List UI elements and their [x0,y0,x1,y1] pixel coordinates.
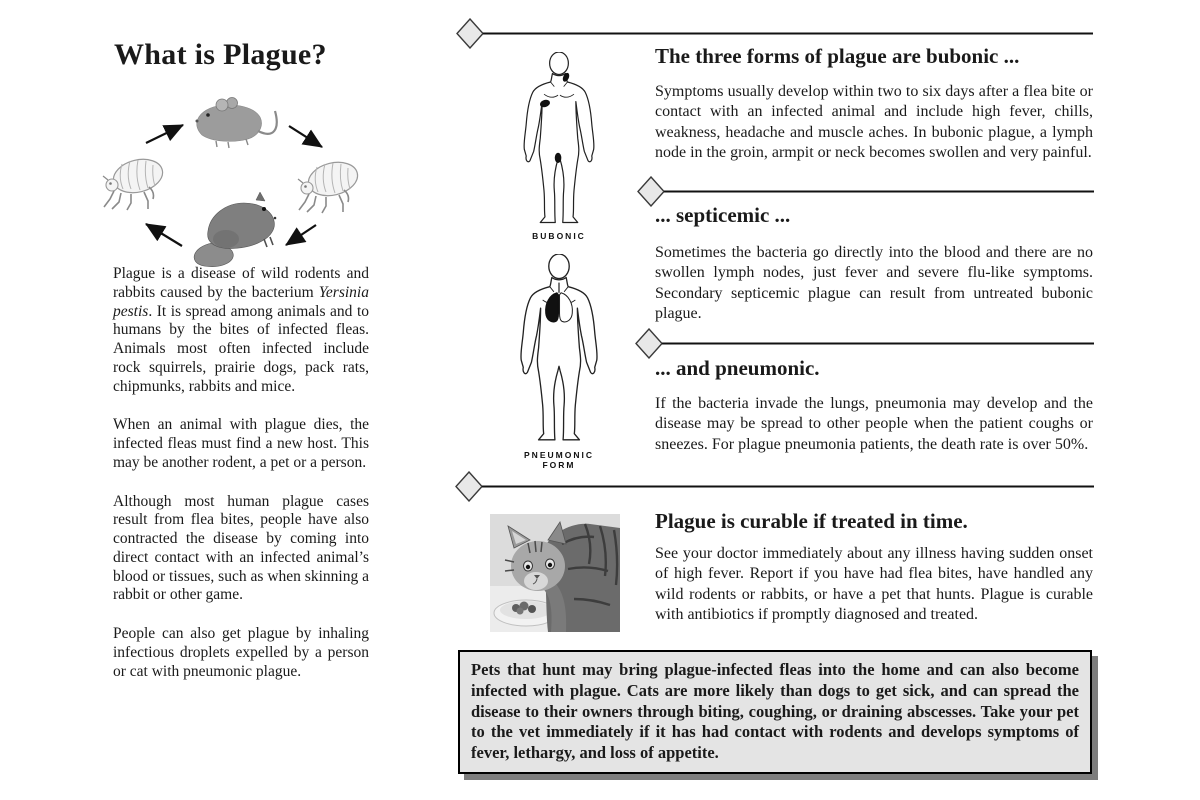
section-divider-4 [454,471,1095,502]
section-divider-3 [634,328,1095,359]
arrow-icon-squirrel-to-flea [146,224,182,246]
human-figure-pneumonic [512,254,606,448]
flea-icon-right [298,157,360,213]
section-heading-bubonic: The three forms of plague are bubonic ... [655,44,1020,68]
human-figure-bubonic [516,52,602,230]
bubonic-figure-label: BUBONIC [532,231,586,241]
section-heading-septicemic: ... septicemic ... [655,203,791,227]
mouse-icon [196,98,277,149]
arrow-icon-flea-to-mouse [146,125,183,143]
pneumonic-label-line2: FORM [542,460,576,471]
intro-paragraph-3: Although most human plague cases result from flea bites, people have also contracted the disease by coming into direct contact with an infected animal’s blood or tissues, such as when skinning a rabbit or other game. [113,492,369,604]
arrow-icon-mouse-to-flea [289,126,322,147]
pets-warning-callout: Pets that hunt may bring plague-infected fleas into the home and can also become infected with plague. Cats are more likely than dogs to get sick, and can spread the disease to their owners through biting, coughing, or draining abscesses. Take your pet to the vet immediately if it has had contact with rodents and develops symptoms of fever, lethargy, and loss of appetite. [458,650,1092,774]
cat-photo [490,514,620,632]
section-body-pneumonic: If the bacteria invade the lungs, pneumonia may develop and the disease may be spread to other people when the patient coughs or sneezes. For plague pneumonia patients, the death rate is over 50%. [655,395,1093,453]
intro-paragraph-4: People can also get plague by inhaling infectious droplets expelled by a person or cat with pneumonic plague. [113,625,369,680]
page-title: What is Plague? [114,38,327,71]
yersinia-pestis-italic: Yersinia pestis [113,283,369,320]
section-body-septicemic: Sometimes the bacteria go directly into the blood and there are no swollen lymph nodes, just fever and severe flu-like symptoms. Secondary septicemic plague can result from untreated bubonic plague. [655,244,1093,323]
diamond-icon [456,472,482,501]
pneumonic-figure-label [510,450,608,470]
intro-paragraph-1-text: Plague is a disease of wild rodents and rabbits caused by the bacterium [113,265,369,301]
section-heading-curable: Plague is curable if treated in time. [655,509,968,533]
diamond-icon [457,19,483,48]
pneumonic-label-line1: PNEUMONIC [524,450,594,460]
diamond-icon [638,177,664,206]
intro-paragraphs [113,265,369,701]
arrow-icon-flea-to-squirrel [286,225,316,245]
squirrel-icon [194,192,276,267]
section-body-bubonic: Symptoms usually develop within two to six days after a flea bite or contact with an infected animal and include high fever, chills, weakness, headache and muscle aches. In bubonic plague, a lymph node in the groin, armpit or neck becomes swollen and very painful. [655,83,1093,162]
flea-icon-left [103,154,166,210]
section-body-curable: See your doctor immediately about any illness having sudden onset of high fever. Report if you have had flea bites, have handled any wild rodents or rabbits, or have a pet that hunts. Plague is curable with antibiotics if promptly diagnosed and treated. [655,545,1093,624]
diamond-icon [636,329,662,358]
intro-paragraph-2: When an animal with plague dies, the infected fleas must find a new host. This may be another rodent, a pet or a person. [113,416,369,471]
intro-paragraph-1 [113,265,369,396]
plague-transmission-cycle-diagram [100,95,360,275]
intro-paragraph-1-rest: . It is spread among animals and to humans by the bites of infected fleas. Animals most often infected include rock squirrels, prairie dogs, pack rats, chipmunks, rabbits and mice. [113,302,369,395]
section-heading-pneumonic: ... and pneumonic. [655,356,820,380]
